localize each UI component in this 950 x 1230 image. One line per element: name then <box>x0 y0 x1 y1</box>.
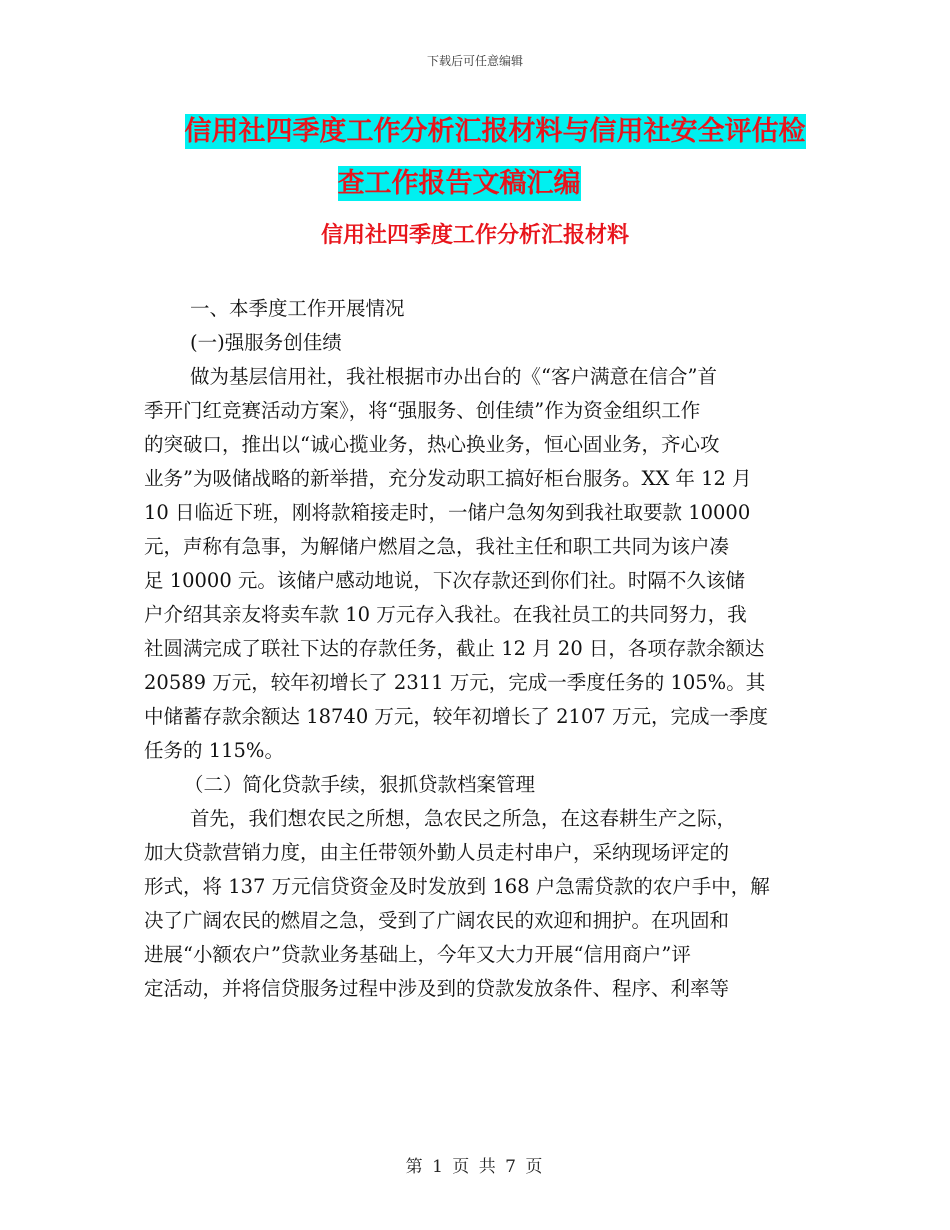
paragraph-line: 做为基层信用社，我社根据市办出台的《“客户满意在信合”首 <box>190 365 717 388</box>
heading-subsection-1: (一)强服务创佳绩 <box>190 331 342 354</box>
title-line-2: 查工作报告文稿汇编 <box>337 168 581 199</box>
header-note: 下载后可任意编辑 <box>426 54 523 68</box>
paragraph-line: 中储蓄存款余额达 18740 万元，较年初增长了 2107 万元，完成一季度 <box>144 705 768 728</box>
paragraph-line: 首先，我们想农民之所想，急农民之所急，在这春耕生产之际， <box>190 807 737 830</box>
page-footer: 第 1 页 共 7 页 <box>405 1157 545 1177</box>
heading-section-1: 一、本季度工作开展情况 <box>190 297 405 320</box>
document-title <box>0 106 950 210</box>
paragraph-line: 形式，将 137 万元信贷资金及时发放到 168 户急需贷款的农户手中，解 <box>144 875 770 898</box>
paragraph-line: 户介绍其亲友将卖车款 10 万元存入我社。在我社员工的共同努力，我 <box>144 603 747 626</box>
paragraph-line: 加大贷款营销力度，由主任带领外勤人员走村串户，采纳现场评定的 <box>144 841 730 864</box>
paragraph-2 <box>144 802 810 1006</box>
section-title: 信用社四季度工作分析汇报材料 <box>320 223 629 248</box>
paragraph-line: 任务的 115%。 <box>144 739 284 762</box>
paragraph-line: 足 10000 元。该储户感动地说，下次存款还到你们社。时隔不久该储 <box>144 569 745 592</box>
paragraph-line: 20589 万元，较年初增长了 2311 万元，完成一季度任务的 105%。其 <box>144 671 766 694</box>
title-line-1: 信用社四季度工作分析汇报材料与信用社安全评估检 <box>184 116 806 147</box>
document-body <box>144 292 810 1006</box>
paragraph-line: 进展“小额农户”贷款业务基础上，今年又大力开展“信用商户”评 <box>144 943 691 966</box>
paragraph-line: 元，声称有急事，为解储户燃眉之急，我社主任和职工共同为该户凑 <box>144 535 730 558</box>
paragraph-line: 业务”为吸储战略的新举措，充分发动职工搞好柜台服务。XX 年 12 月 <box>144 467 752 490</box>
paragraph-line: 10 日临近下班，刚将款箱接走时，一储户急匆匆到我社取要款 10000 <box>144 501 751 524</box>
heading-subsection-2: （二）简化贷款手续，狠抓贷款档案管理 <box>184 773 536 796</box>
paragraph-1 <box>144 360 810 768</box>
paragraph-line: 的突破口，推出以“诚心揽业务，热心换业务，恒心固业务，齐心攻 <box>144 433 720 456</box>
paragraph-line: 决了广阔农民的燃眉之急，受到了广阔农民的欢迎和拥护。在巩固和 <box>144 909 730 932</box>
paragraph-line: 社圆满完成了联社下达的存款任务，截止 12 月 20 日，各项存款余额达 <box>144 637 765 660</box>
paragraph-line: 季开门红竞赛活动方案》，将“强服务、创佳绩”作为资金组织工作 <box>144 399 701 422</box>
paragraph-line: 定活动，并将信贷服务过程中涉及到的贷款发放条件、程序、利率等 <box>144 977 730 1000</box>
